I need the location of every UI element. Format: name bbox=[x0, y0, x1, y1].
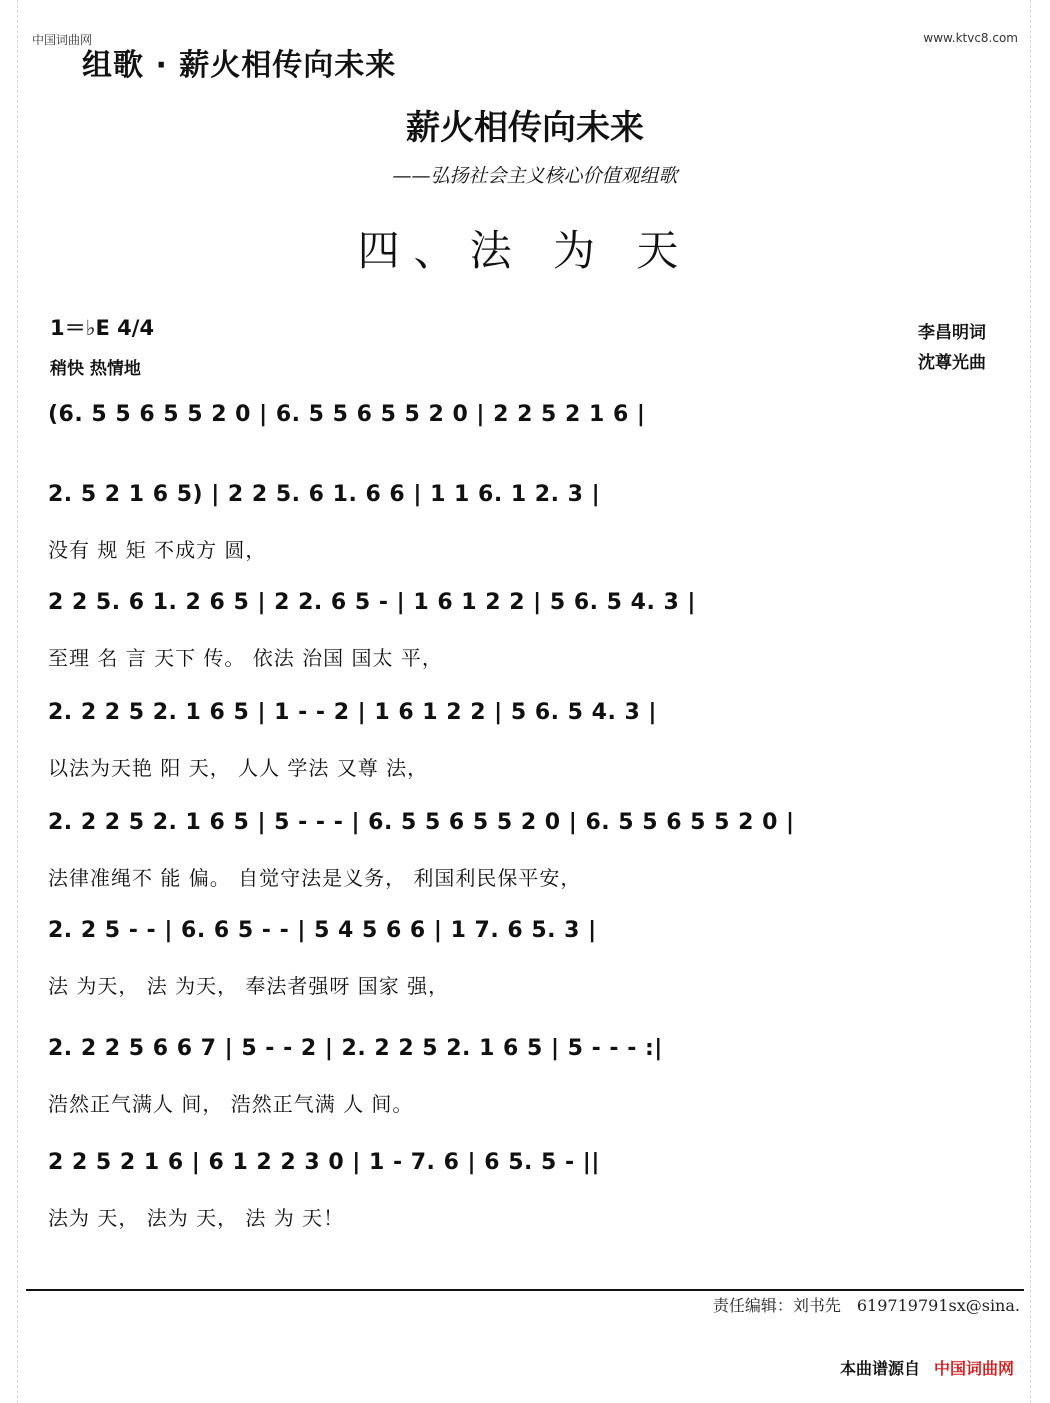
tempo-marking: 稍快 热情地 bbox=[50, 359, 141, 379]
notes-line: 2. 2 2 5 2. 1 6 5 | 5 - - - | 6. 5 5 6 5 5 2 0 | 6. 5 5 6 5 5 2 0 | bbox=[48, 810, 795, 835]
lyrics-line: 浩然正气满人 间， 浩然正气满 人 间。 bbox=[48, 1092, 414, 1116]
lyrics-line bbox=[48, 454, 998, 480]
lyrics-line: 没有 规 矩 不成方 圆， bbox=[48, 538, 267, 562]
lyricist-credit: 李昌明词 bbox=[918, 323, 986, 343]
lyrics-line: 至理 名 言 天下 传。 依法 治国 国太 平， bbox=[48, 646, 443, 670]
part-title: 四、法 为 天 bbox=[357, 226, 693, 275]
source-prefix: 本曲谱源自 bbox=[839, 1359, 920, 1378]
notes-line: 2. 5 2 1 6 5) | 2 2 5. 6 1. 6 6 | 1 1 6. 1 2. 3 | bbox=[48, 482, 601, 507]
site-url: www.ktvc8.com bbox=[923, 31, 1018, 45]
suite-title: 组歌 · 薪火相传向未来 bbox=[82, 48, 397, 83]
source-credit bbox=[840, 1356, 1014, 1379]
key-signature: 1＝♭E 4/4 bbox=[50, 316, 155, 340]
notes-line: (6. 5 5 6 5 5 2 0 | 6. 5 5 6 5 5 2 0 | 2 2 5 2 1 6 | bbox=[48, 402, 646, 427]
lyrics-line: 以法为天艳 阳 天， 人人 学法 又尊 法， bbox=[48, 756, 429, 780]
lyrics-line: 法 为天， 法 为天， 奉法者强呀 国家 强， bbox=[48, 974, 450, 998]
lyrics-line: 法律准绳不 能 偏。 自觉守法是义务， 利国利民保平安， bbox=[48, 866, 582, 890]
notes-line: 2. 2 2 5 2. 1 6 5 | 1 - - 2 | 1 6 1 2 2 | 5 6. 5 4. 3 | bbox=[48, 700, 657, 725]
notes-line: 2 2 5. 6 1. 2 6 5 | 2 2. 6 5 - | 1 6 1 2 2 | 5 6. 5 4. 3 | bbox=[48, 590, 696, 615]
notes-line: 2. 2 2 5 6 6 7 | 5 - - 2 | 2. 2 2 5 2. 1 6 5 | 5 - - - :| bbox=[48, 1036, 663, 1061]
source-brand: 中国词曲网 bbox=[933, 1359, 1014, 1378]
notes-line: 2. 2 5 - - | 6. 6 5 - - | 5 4 5 6 6 | 1 7. 6 5. 3 | bbox=[48, 918, 597, 943]
editor-credit: 责任编辑：刘书先 619719791sx@sina. bbox=[712, 1296, 1020, 1315]
footer-rule bbox=[26, 1289, 1024, 1291]
song-subtitle: ——弘扬社会主义核心价值观组歌 bbox=[392, 165, 678, 187]
composer-credit: 沈尊光曲 bbox=[918, 353, 986, 373]
lyrics-line: 法为 天， 法为 天， 法 为 天！ bbox=[48, 1206, 345, 1230]
notes-line: 2 2 5 2 1 6 | 6 1 2 2 3 0 | 1 - 7. 6 | 6 5. 5 - || bbox=[48, 1150, 600, 1175]
song-title: 薪火相传向未来 bbox=[406, 108, 644, 148]
site-name-left: 中国词曲网 bbox=[32, 33, 93, 47]
